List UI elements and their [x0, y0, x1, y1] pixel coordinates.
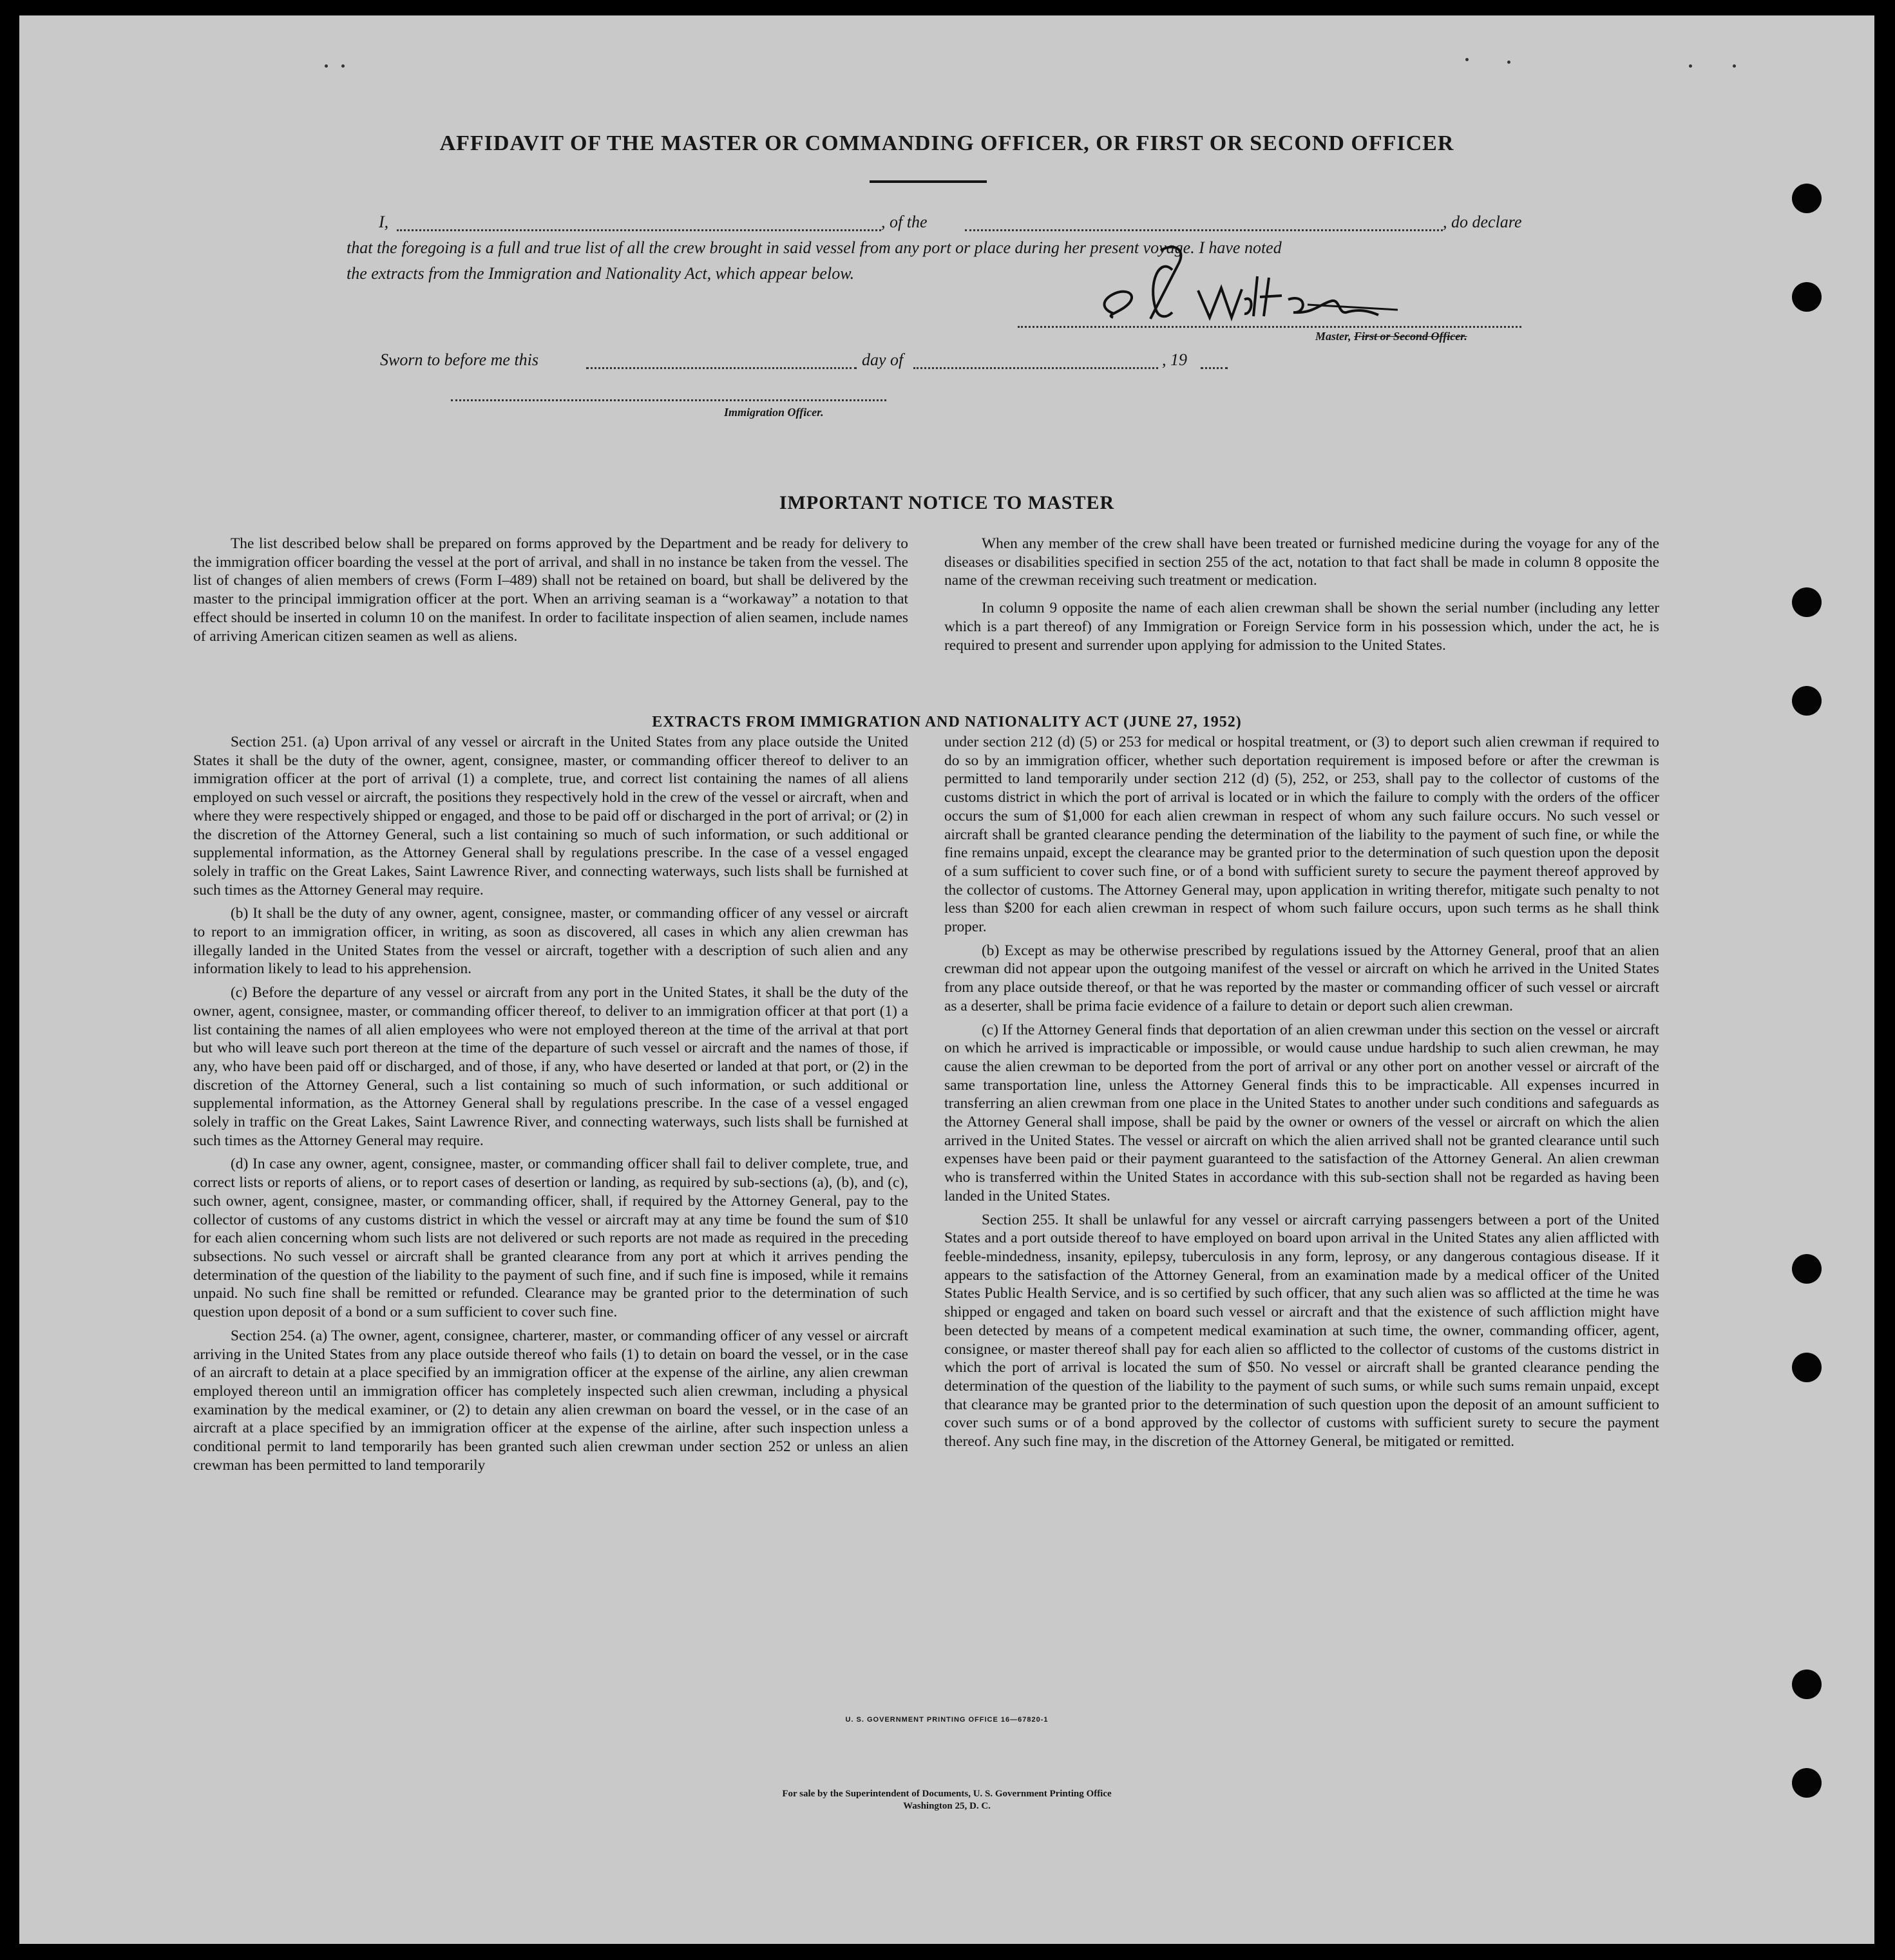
sale-notice [19, 1788, 1874, 1813]
notice-title: IMPORTANT NOTICE TO MASTER [779, 492, 1115, 513]
punch-hole [1792, 282, 1822, 312]
notice-right-column [944, 535, 1659, 660]
master-signature [1076, 238, 1411, 328]
affidavit-line-2: that the foregoing is a full and true list of all the crew brought in said vessel from any port or place during her present voyage. I have noted [347, 238, 1282, 257]
sale-line-1: For sale by the Superintendent of Documents, U. S. Government Printing Office [782, 1789, 1112, 1799]
title-rule [870, 180, 987, 183]
section-254-a: Section 254. (a) The owner, agent, consignee, charterer, master, or commanding officer of any vessel or aircraft arriving in the United States from any place outside thereof who fails (1) to detain on board the vessel, or in the case of an aircraft to detain at a place specified by an immigration officer at the expense of the airline, any alien crewman employed thereon until an immigration officer has completely inspected such alien crewman, including a physical examination by the medical examiner, or (2) to detain any alien crewman on board the vessel, or in the case of an aircraft at a place specified by an immigration officer at the expense of the airline, after such inspection unless a conditional permit to land temporarily has been granted such alien crewman under section 252 or unless an alien crewman has been permitted to land temporarily [193, 1327, 908, 1474]
sale-line-2: Washington 25, D. C. [903, 1801, 991, 1811]
affidavit-title: AFFIDAVIT OF THE MASTER OR COMMANDING OFFICER, OR FIRST OR SECOND OFFICER [439, 131, 1454, 155]
punch-hole [1792, 686, 1822, 716]
sworn-year-field[interactable] [1201, 367, 1228, 369]
extracts-right-column [944, 733, 1659, 1456]
affidavit-line-3: the extracts from the Immigration and Nationality Act, which appear below. [347, 264, 855, 283]
extracts-title: EXTRACTS FROM IMMIGRATION AND NATIONALITY ACT (JUNE 27, 1952) [652, 714, 1242, 730]
master-caption-text: Master, [1315, 330, 1355, 343]
section-251-b: (b) It shall be the duty of any owner, agent, consignee, master, or commanding officer of any vessel or aircraft to report to an immigration officer, in writing, as soon as discovered, all cases in which any alien crewman has illegally landed in the United States from the vessel or aircraft, together with a description of such alien and any information likely to lead to his apprehension. [193, 905, 908, 978]
notice-right-paragraph-1: When any member of the crew shall have been treated or furnished medicine during the voyage for any of the diseases or disabilities specified in section 255 of the act, notation to that fact shall be made in column 8 opposite the name of the crewman receiving such treatment or medication. [944, 535, 1659, 589]
notice-left-column [193, 535, 908, 651]
section-251-d: (d) In case any owner, agent, consignee, master, or commanding officer shall fail to deliver complete, true, and correct lists or reports of aliens, or to report cases of desertion or landing, as required by sub-sections (a), (b), and (c), such owner, agent, consignee, master, or commanding officer, shall, if required by the Attorney General, pay to the collector of customs of any customs district in which the vessel or aircraft may at any time be found the sum of $10 for each alien concerning whom such lists are not delivered or such reports are not made as required in the preceding subsections. No such vessel or aircraft shall be granted clearance from any port at which it arrives pending the determination of the question of the liability to the payment of such fine, and if such fine is imposed, while it remains unpaid. No such fine shall be remitted or refunded. Clearance may be granted prior to the determination of such question upon deposit of a bond or a sum sufficient to cover such fine. [193, 1156, 908, 1321]
extracts-left-column [193, 733, 908, 1480]
section-255: Section 255. It shall be unlawful for any vessel or aircraft carrying passengers between a port of the United States and a port outside thereof to have employed on board upon arrival in the United States any alien afflicted with feeble-mindedness, insanity, epilepsy, tuberculosis in any form, leprosy, or any dangerous contagious disease. If it appears to the satisfaction of the Attorney General, from an examination made by a medical officer of the United States Public Health Service, and is so certified by such officer, that any such alien was so afflicted at the time he was shipped or engaged and taken on board such vessel or aircraft and that the existence of such affliction might have been detected by means of a competent medical examination at such time, the owner, commanding officer, agent, consignee, or master thereof shall pay for each alien so afflicted to the collector of customs of the customs district in which the port of arrival is located the sum of $50. No vessel or aircraft shall be granted clearance pending the determination of the question of the liability to the payment of such sums, or while such sums remain unpaid, except that clearance may be granted prior to the determination of such question upon the deposit of an amount sufficient to cover such sums or of a bond approved by the collector of customs with sufficient surety to secure the payment thereof. Any such fine may, in the discretion of the Attorney General, be mitigated or remitted. [944, 1211, 1659, 1451]
of-the-label: , of the [881, 213, 928, 231]
speck [325, 64, 328, 68]
struck-caption-text: First or Second Officer. [1354, 330, 1467, 343]
speck [1689, 64, 1692, 68]
punch-hole [1792, 1353, 1822, 1382]
punch-hole [1792, 1254, 1822, 1284]
section-254-b: (b) Except as may be otherwise prescribed by regulations issued by the Attorney General, proof that an alien crewman did not appear upon the outgoing manifest of the vessel or aircraft on which he arrived in the United States from any place outside thereof, or that he was reported by the master or commanding officer of such vessel or aircraft as a deserter, shall be prima facie evidence of a failure to detain or deport such alien crewman. [944, 942, 1659, 1014]
name-field[interactable] [397, 229, 881, 231]
punch-hole [1792, 587, 1822, 617]
punch-hole [1792, 1670, 1822, 1699]
officer-signature-line [451, 399, 886, 401]
master-caption [1315, 330, 1467, 343]
section-251-a: Section 251. (a) Upon arrival of any vessel or aircraft in the United States from any place outside the United States it shall be the duty of the owner, agent, consignee, master, or commanding officer thereof to deliver to an immigration officer at the port of arrival (1) a complete, true, and correct list containing the names of all aliens employed on such vessel or aircraft, the positions they respectively hold in the crew of the vessel or aircraft, when and where they were respectively shipped or engaged, and those to be paid off or discharged in the port of arrival; or (2) in the discretion of the Attorney General, such a list containing so much of such information, or such additional or supplemental information, as the Attorney General shall by regulations prescribe. In the case of a vessel engaged solely in traffic on the Great Lakes, Saint Lawrence River, and connecting waterways, such lists shall be furnished at such times as the Attorney General may require. [193, 734, 908, 899]
speck [1733, 64, 1736, 68]
notice-right-paragraph-2: In column 9 opposite the name of each alien crewman shall be shown the serial number (including any letter which is a part thereof) of any Immigration or Foreign Service form in his possession which, under the act, he is required to present and surrender upon applying for admission to the United States. [944, 600, 1659, 654]
punch-hole [1792, 184, 1822, 213]
speck [1465, 58, 1469, 61]
form-page [19, 15, 1874, 1944]
section-251-c: (c) Before the departure of any vessel or aircraft from any port in the United States, it shall be the duty of the owner, agent, consignee, master, or commanding officer thereof, to deliver to an immigration officer at that port (1) a list containing the names of all alien employees who were not employed thereon at the time of the arrival at that port but who will leave such port thereon at the time of the departure of such vessel or aircraft and the names of those, if any, who have been paid off or discharged, and of those, if any, who have deserted or landed at that port, or (2) in the discretion of the Attorney General, such a list containing so much of such information, or such additional or supplemental information, as the Attorney General shall by regulations prescribe. In the case of a vessel engaged solely in traffic on the Great Lakes, Saint Lawrence River, and connecting waterways, such lists shall be furnished at such times as the Attorney General may require. [193, 984, 908, 1149]
sworn-day-field[interactable] [586, 367, 857, 369]
speck [341, 64, 345, 68]
day-of-label: day of [862, 350, 904, 369]
sworn-month-field[interactable] [913, 367, 1158, 369]
notice-left-paragraph: The list described below shall be prepared on forms approved by the Department and be ready for delivery to the immigration officer boarding the vessel at the port of arrival, and shall in no instance be taken from the vessel. The list of changes of alien members of crews (Form I–489) shall not be retained on board, but shall be delivered by the master to the principal immigration officer at the port. When an arriving seaman is a “workaway” a notation to that effect should be inserted in column 10 on the manifest. In order to facilitate inspection of alien seamen, include names of arriving American citizen seamen as well as aliens. [193, 535, 908, 645]
section-254-c: (c) If the Attorney General finds that deportation of an alien crewman under this section on the vessel or aircraft on which he arrived is impracticable or impossible, or would cause undue hardship to such alien crewman, he may cause the alien crewman to be deported from the port of arrival or any other port on another vessel or aircraft of the same transportation line, unless the Attorney General finds this to be impracticable. All expenses incurred in transferring an alien crewman from one place in the United States to another under such conditions and safeguards as the Attorney General shall impose, shall be paid by the owner or owners of the vessel or aircraft on which the alien arrived in the United States. The vessel or aircraft on which the alien arrived shall not be granted clearance until such expenses have been paid or their payment guaranteed to the satisfaction of the Attorney General. An alien crewman who is transferred within the United States in accordance with this sub-section shall not be regarded as having been landed in the United States. [944, 1021, 1659, 1204]
vessel-field[interactable] [965, 229, 1443, 231]
year-label: , 19 [1162, 350, 1187, 369]
master-signature-line [1018, 326, 1521, 328]
officer-caption: Immigration Officer. [724, 406, 824, 419]
i-label: I, [379, 213, 389, 231]
sworn-label: Sworn to before me this [380, 350, 539, 369]
speck [1507, 61, 1510, 64]
do-declare-label: , do declare [1443, 213, 1522, 231]
section-254-a-continued: under section 212 (d) (5) or 253 for medical or hospital treatment, or (3) to deport such alien crewman if required to do so by an immigration officer, whether such deportation requirement is imposed before or after the crewman is permitted to land temporarily under section 212 (d) (5), 252, or 253, shall pay to the collector of customs of the customs district in which the port of arrival is located or in which the failure to comply with the orders of the officer occurs the sum of $1,000 for each alien crewman in respect of whom any such failure occurs. No such vessel or aircraft shall be granted clearance pending the determination of the liability to the payment of such fine, or while the fine remains unpaid, except the clearance may be granted prior to the determination of such question upon the deposit of a sum sufficient to cover such fine, or of a bond with sufficient surety to secure the payment thereof approved by the collector of customs. The Attorney General may, upon application in writing therefor, mitigate such penalty to not less than $200 for each alien crewman in respect of whom such failure occurs, upon such terms as he shall think proper. [944, 734, 1659, 936]
gpo-imprint: U. S. GOVERNMENT PRINTING OFFICE 16—67820-1 [845, 1716, 1049, 1724]
